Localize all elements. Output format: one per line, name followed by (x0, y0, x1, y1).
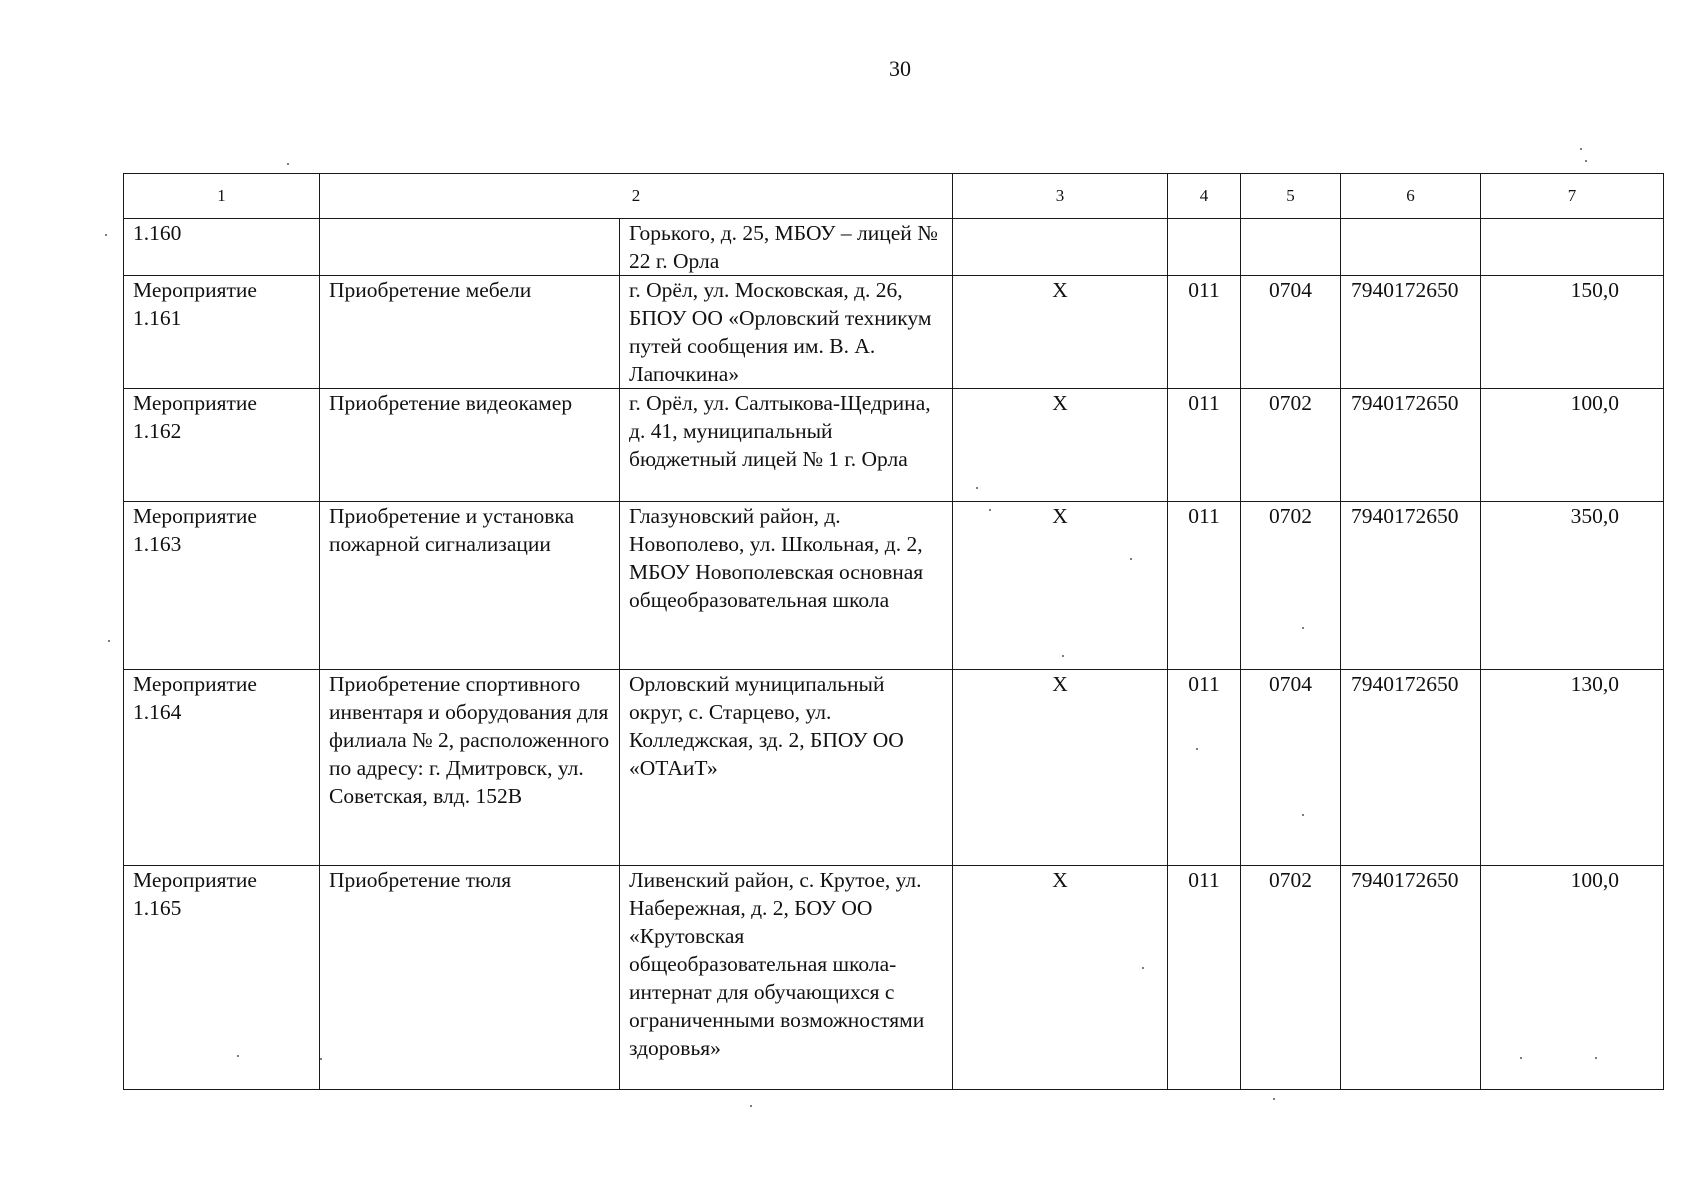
col6-cell: 7940172650 (1341, 389, 1481, 502)
col3-cell: Х (953, 670, 1168, 866)
table-row (124, 866, 1664, 1090)
budget-table (123, 173, 1664, 1090)
column-number-cell: 4 (1168, 174, 1241, 219)
col5-cell (1241, 219, 1341, 276)
col5-cell: 0702 (1241, 502, 1341, 670)
address-cell: г. Орёл, ул. Салтыкова-Щедрина, д. 41, муниципальный бюджетный лицей № 1 г. Орла (620, 389, 953, 502)
column-number-cell: 2 (320, 174, 953, 219)
measure-name-cell: Приобретение видеокамер (320, 389, 620, 502)
col4-cell: 011 (1168, 866, 1241, 1090)
col6-cell: 7940172650 (1341, 276, 1481, 389)
col3-cell: Х (953, 866, 1168, 1090)
column-number-cell: 7 (1481, 174, 1664, 219)
table-row (124, 276, 1664, 389)
col7-cell: 130,0 (1481, 670, 1664, 866)
col5-cell: 0702 (1241, 389, 1341, 502)
col3-cell (953, 219, 1168, 276)
col3-cell: Х (953, 502, 1168, 670)
column-number-cell: 1 (124, 174, 320, 219)
col3-cell: Х (953, 276, 1168, 389)
col7-cell (1481, 219, 1664, 276)
col4-cell: 011 (1168, 276, 1241, 389)
measure-name-cell: Приобретение и установка пожарной сигнализации (320, 502, 620, 670)
column-number-row (124, 174, 1664, 219)
address-cell: Горького, д. 25, МБОУ – лицей № 22 г. Орла (620, 219, 953, 276)
col4-cell: 011 (1168, 389, 1241, 502)
measure-id-cell: 1.160 (124, 219, 320, 276)
measure-name-cell: Приобретение тюля (320, 866, 620, 1090)
table-row (124, 219, 1664, 276)
address-cell: Ливенский район, с. Крутое, ул. Набережная, д. 2, БОУ ОО «Крутовская общеобразовательная школа-интернат для обучающихся с ограниченными возможностями здоровья» (620, 866, 953, 1090)
measure-name-cell: Приобретение спортивного инвентаря и оборудования для филиала № 2, расположенного по адресу: г. Дмитровск, ул. Советская, влд. 152В (320, 670, 620, 866)
measure-id-cell: Мероприятие 1.165 (124, 866, 320, 1090)
address-cell: Глазуновский район, д. Новополево, ул. Школьная, д. 2, МБОУ Новополевская основная общеобразовательная школа (620, 502, 953, 670)
measure-id-cell: Мероприятие 1.164 (124, 670, 320, 866)
col7-cell: 100,0 (1481, 389, 1664, 502)
measure-id-cell: Мероприятие 1.163 (124, 502, 320, 670)
column-number-cell: 3 (953, 174, 1168, 219)
col7-cell: 100,0 (1481, 866, 1664, 1090)
col4-cell (1168, 219, 1241, 276)
col6-cell: 7940172650 (1341, 502, 1481, 670)
table-row (124, 389, 1664, 502)
measure-id-cell: Мероприятие 1.161 (124, 276, 320, 389)
measure-name-cell: Приобретение мебели (320, 276, 620, 389)
address-cell: г. Орёл, ул. Московская, д. 26, БПОУ ОО «Орловский техникум путей сообщения им. В. А. Лапочкина» (620, 276, 953, 389)
table-row (124, 670, 1664, 866)
col6-cell: 7940172650 (1341, 670, 1481, 866)
col4-cell: 011 (1168, 670, 1241, 866)
address-cell: Орловский муниципальный округ, с. Старцево, ул. Колледжская, зд. 2, БПОУ ОО «ОТАиТ» (620, 670, 953, 866)
col7-cell: 350,0 (1481, 502, 1664, 670)
table-row (124, 502, 1664, 670)
col5-cell: 0702 (1241, 866, 1341, 1090)
measure-id-cell: Мероприятие 1.162 (124, 389, 320, 502)
col4-cell: 011 (1168, 502, 1241, 670)
measure-name-cell (320, 219, 620, 276)
col6-cell: 7940172650 (1341, 866, 1481, 1090)
column-number-cell: 5 (1241, 174, 1341, 219)
col5-cell: 0704 (1241, 670, 1341, 866)
col5-cell: 0704 (1241, 276, 1341, 389)
page-number: 30 (889, 56, 911, 81)
col7-cell: 150,0 (1481, 276, 1664, 389)
col6-cell (1341, 219, 1481, 276)
column-number-cell: 6 (1341, 174, 1481, 219)
col3-cell: Х (953, 389, 1168, 502)
